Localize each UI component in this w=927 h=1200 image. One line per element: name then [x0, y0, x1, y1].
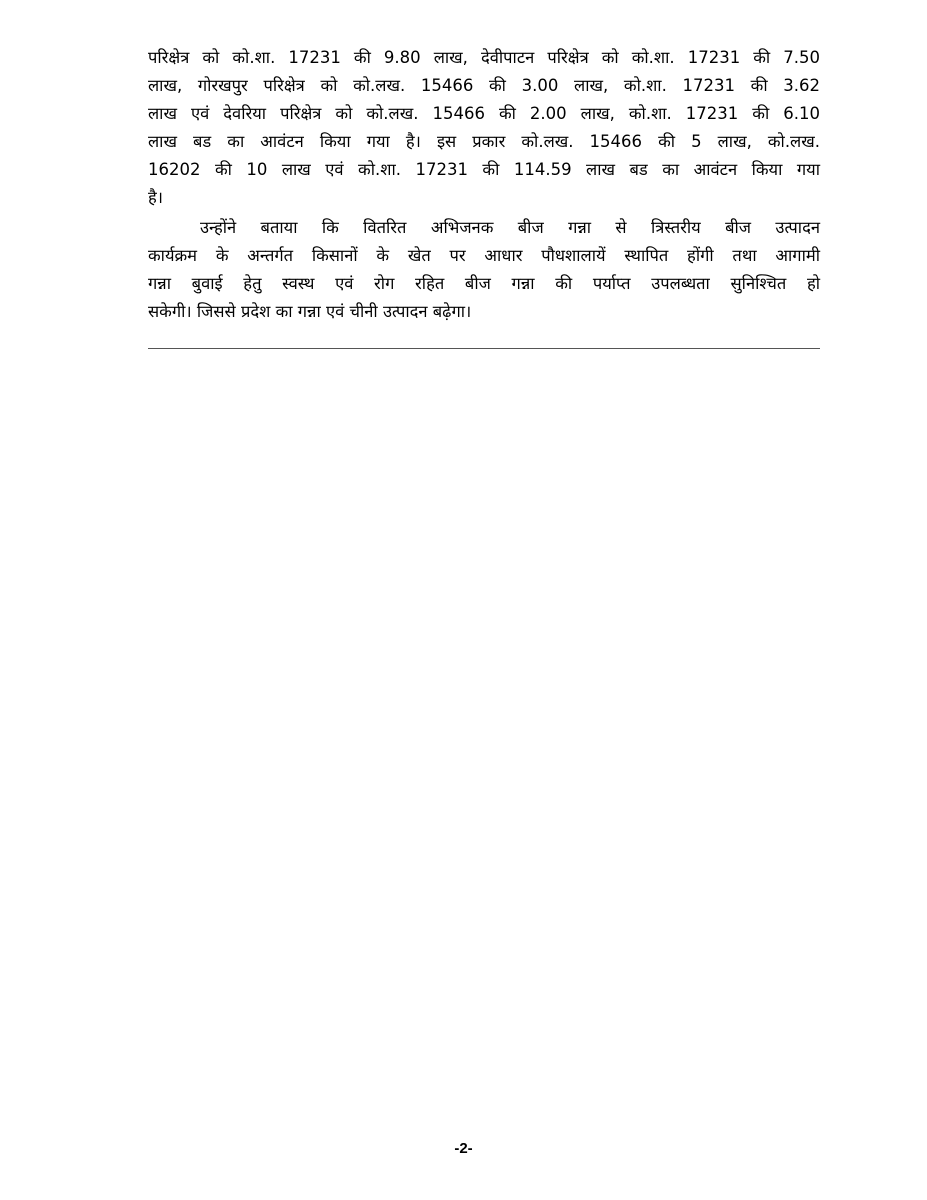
paragraph-line: है। — [148, 188, 164, 207]
paragraph-line: गन्ना बुवाई हेतु स्वस्थ एवं रोग रहित बीज गन्ना की पर्याप्त उपलब्धता सुनिश्चित हो — [148, 274, 820, 293]
paragraph-line: 16202 की 10 लाख एवं को.शा. 17231 की 114.59 लाख बड का आवंटन किया गया — [148, 160, 820, 179]
paragraph-seed-production — [148, 214, 820, 326]
paragraph-line: परिक्षेत्र को को.शा. 17231 की 9.80 लाख, देवीपाटन परिक्षेत्र को को.शा. 17231 की 7.50 — [148, 48, 820, 67]
paragraph-line: सकेगी। जिससे प्रदेश का गन्ना एवं चीनी उत्पादन बढ़ेगा। — [148, 302, 472, 321]
paragraph-line: लाख बड का आवंटन किया गया है। इस प्रकार को.लख. 15466 की 5 लाख, को.लख. — [148, 132, 820, 151]
paragraph-line: कार्यक्रम के अन्तर्गत किसानों के खेत पर आधार पौधशालायें स्थापित होंगी तथा आगामी — [148, 246, 820, 265]
paragraph-line: लाख, गोरखपुर परिक्षेत्र को को.लख. 15466 की 3.00 लाख, को.शा. 17231 की 3.62 — [148, 76, 820, 95]
body-text — [148, 44, 820, 326]
page-number: -2- — [454, 1140, 473, 1157]
paragraph-line: लाख एवं देवरिया परिक्षेत्र को को.लख. 15466 की 2.00 लाख, को.शा. 17231 की 6.10 — [148, 104, 820, 123]
paragraph-line: उन्होंने बताया कि वितरित अभिजनक बीज गन्ना से त्रिस्तरीय बीज उत्पादन — [200, 218, 820, 237]
horizontal-rule — [148, 348, 820, 349]
paragraph-allocation-details — [148, 44, 820, 212]
